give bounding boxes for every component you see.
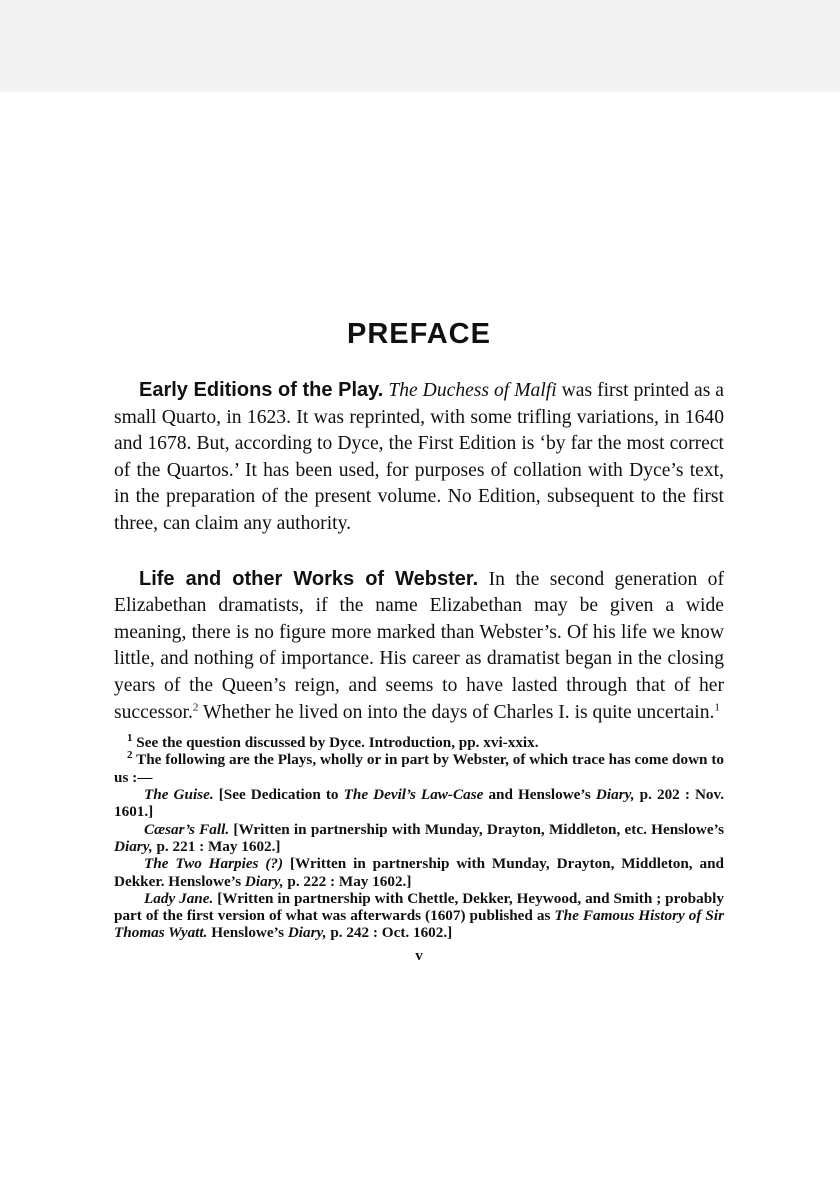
page-top-shade — [0, 0, 840, 92]
footnotes — [114, 734, 724, 942]
paragraph-text: was first printed as a small Quarto, in 1623. It was reprinted, with some trifling variations, in 1640 and 1678. But, according to Dyce, the First Edition is ‘by far the most correct of the Quartos.’ It has been used, for purposes of collation with Dyce’s text, in the preparation of the present volume. No Edition, subsequent to the first three, can claim any authority. — [114, 380, 725, 534]
play-title: Lady Jane. — [144, 889, 214, 907]
play-title: The Guise. — [144, 786, 214, 804]
paragraph-early-editions — [114, 377, 724, 538]
work-title: The Duchess of Malfi — [388, 380, 557, 401]
paragraph-life-works — [114, 566, 724, 727]
section-heading: Early Editions of the Play. — [139, 379, 384, 401]
diary-label: Diary, — [244, 872, 284, 890]
footnote-1: $^1$ See the question discussed by Dyce. Introduction, pp. xvi-xxix. — [127, 732, 539, 752]
diary-label: Diary, — [287, 924, 327, 942]
section-heading: Life and other Works of Webster. — [139, 567, 479, 590]
play-reference: The Famous History of Sir Thomas Wyatt. — [114, 907, 725, 942]
footnote-ref[interactable]: 2 — [192, 701, 199, 713]
paragraph-text: Whether he lived on into the days of Charles I. is quite uncertain. — [202, 701, 715, 723]
play-entry: Lady Jane. [Written in partnership with Chettle, Dekker, Heywood, and Smith ; probably part of the first version of what was afterwards (1607) published as The Famous History of Sir Thomas Wyatt. Henslowe’s Diary, p. 242 : Oct. 1602.] — [114, 889, 725, 942]
footnote-mark: 1 — [127, 732, 133, 745]
footnote-ref[interactable]: 1 — [714, 701, 720, 713]
play-entry: Cæsar’s Fall. [Written in partnership with Munday, Drayton, Middleton, etc. Henslowe’s Diary, p. 221 : May 1602.] — [114, 820, 724, 855]
play-entry: The Guise. [See Dedication to The Devil’s Law-Case and Henslowe’s Diary, p. 202 : Nov. 1601.] — [114, 786, 725, 821]
page-title: PREFACE — [347, 318, 491, 350]
play-title: Cæsar’s Fall. — [144, 820, 230, 838]
footnote-mark: 2 — [127, 749, 133, 762]
page-content — [114, 318, 724, 965]
diary-label: Diary, — [114, 837, 153, 855]
play-title: The Two Harpies (?) — [144, 855, 284, 873]
paragraph-text: In the second generation of Elizabethan dramatists, if the name Elizabethan may be given a wide meaning, there is no figure more marked than Webster’s. Of his life we know little, and nothing of importance. His career as dramatist began in the closing years of the Queen’s reign, and seems to have lasted through that of her successor. — [114, 568, 724, 723]
play-reference: The Devil’s Law-Case — [343, 786, 484, 804]
page-number: v — [415, 947, 423, 964]
footnote-2: $^2$ The following are the Plays, wholly or in part by Webster, of which trace has come down to us :— — [114, 749, 724, 786]
diary-label: Diary, — [595, 786, 635, 804]
play-entry: The Two Harpies (?) [Written in partnership with Munday, Drayton, Middleton, and Dekker. Henslowe’s Diary, p. 222 : May 1602.] — [114, 855, 724, 890]
